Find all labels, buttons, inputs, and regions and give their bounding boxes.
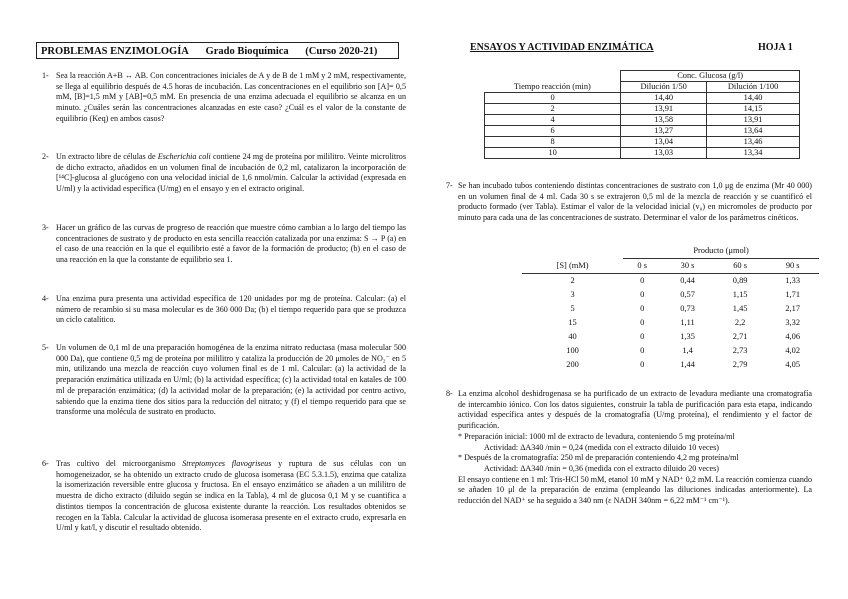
table-col-header: 30 s	[661, 259, 714, 274]
table-row: 100 0 1,4 2,73 4,02	[566, 346, 801, 355]
problem-3	[42, 223, 406, 266]
table-row: 6 13,27 13,64	[485, 126, 800, 137]
problem-text: Tras cultivo del microorganismo Streptomyces flavogriseus y ruptura de sus células con un homogeneizador, se ha obtenido un extracto crudo de glucosa isomerasa (EC 5.3.1.5), enzima que cataliza la isomerización reversible entre glucosa y fructosa. En el ensayo enzimático se añaden a un mililitro de muestra de dicho extracto (diluido según se indica en la Tabla), 4 ml de glucosa 0,1 M y se cuantifica a distintos tiempos la concentración de glucosa existente durante la reacción. Los resultados obtenidos se recogen en la Tabla. Calcular la actividad de glucosa isomerasa presente en el extracto crudo, expresarla en U/ml y kat/l, y discutir el resultado obtenido.	[56, 459, 406, 533]
table-col-header: Dilución 1/50	[621, 82, 707, 93]
sheet-number: HOJA 1	[758, 42, 793, 53]
problem-text: La enzima alcohol deshidrogenasa se ha purificado de un extracto de levadura mediante una cromatografía de intercambio iónico. Con los datos siguientes, construir la tabla de purificación para esta etapa, indicando actividad específica antes y después de la cromatografía (U/mg proteína), el rendimiento y el factor de purificación.	[458, 389, 812, 431]
table-col-header: Dilución 1/100	[707, 82, 800, 93]
problem-text: Una enzima pura presenta una actividad específica de 120 unidades por mg de proteína. Calcular: (a) el número de recambio si su masa molecular es de 360 000 Da; (b) el tiempo requerido para que se produzca un ciclo catalítico.	[56, 294, 406, 325]
glucose-table	[484, 70, 800, 159]
table-row: 5 0 0,73 1,45 2,17	[570, 304, 801, 313]
problem-4	[42, 294, 406, 326]
problem-text: Se han incubado tubos conteniendo distintas concentraciones de sustrato con 1,0 μg de enzima (Mr 40 000) en un volumen final de 4 ml. Cada 30 s se extrajeron 0,5 ml de la mezcla de reacción y se cuantificó el producto formado (ver Tabla). Estimar el valor de la velocidad inicial (v₀) en micromoles de producto por minuto para cada una de las concentraciones de sustrato. Determinar el valor de los parámetros cinéticos.	[458, 181, 812, 223]
species-name: Escherichia coli	[157, 152, 211, 161]
problem-6	[42, 459, 406, 534]
course-label: (Curso 2020-21)	[305, 46, 378, 57]
product-table	[522, 244, 819, 372]
table-col-header: 60 s	[714, 259, 767, 274]
data-line: * Preparación inicial: 1000 ml de extracto de levadura, conteniendo 5 mg proteína/ml	[458, 431, 735, 441]
table-row: 2 13,91 14,15	[485, 104, 800, 115]
problem-2	[42, 152, 406, 195]
problem-number: 8-	[446, 389, 453, 398]
table-row: 4 13,58 13,91	[485, 115, 800, 126]
section-title: ENSAYOS Y ACTIVIDAD ENZIMÁTICA	[470, 42, 654, 53]
header-box	[36, 42, 399, 59]
assay-text: El ensayo contiene en 1 ml: Tris-HCl 50 mM, etanol 10 mM y NAD⁺ 0,2 mM. La reacción comienza cuando se añaden 10 μl de la preparación de enzima (empleando las diluciones indicadas anteriormente). La reducción del NAD⁺ se ha seguido a 340 nm (ε NADH 340nm = 6,22 mM⁻¹ cm⁻¹).	[458, 474, 812, 506]
sheet-title: PROBLEMAS ENZIMOLOGÍA	[41, 46, 189, 57]
table-row: 10 13,03 13,34	[485, 148, 800, 159]
problem-5	[42, 343, 406, 418]
problem-number: 7-	[446, 181, 453, 190]
table-row: 2 0 0,44 0,89 1,33	[570, 276, 801, 285]
table-row: 8 13,04 13,46	[485, 137, 800, 148]
problem-number: 3-	[42, 223, 49, 232]
data-line: Actividad: ΔA340 /min = 0,36 (medida con el extracto diluido 20 veces)	[484, 463, 719, 473]
problem-8	[446, 389, 812, 507]
problem-7	[446, 181, 812, 224]
data-line: Actividad: ΔA340 /min = 0,24 (medida con el extracto diluido 10 veces)	[484, 442, 719, 452]
problem-number: 2-	[42, 152, 49, 161]
problem-number: 6-	[42, 459, 49, 468]
table-row: 40 0 1,35 2,71 4,06	[568, 332, 801, 341]
species-name: Streptomyces flavogriseus	[182, 459, 272, 468]
problem-text: Sea la reacción A+B ↔ AB. Con concentraciones iniciales de A y de B de 1 mM y 2 mM, respectivamente, se llega al equilibrio después de 4.5 horas de incubación. Las concentraciones en el equilibrio son [A]= 0,5 mM, [B]=1,5 mM y [AB]=0,5 mM. En presencia de una enzima adecuada el equilibrio se alcanza en un minuto. ¿Cuáles serán las concentraciones alcanzadas en este caso? ¿Cuál es el valor de la constante de equilibrio (Keq) en ambos casos?	[56, 71, 406, 123]
table-row: 3 0 0,57 1,15 1,71	[570, 290, 801, 299]
problem-number: 4-	[42, 294, 49, 303]
table-group-header: Conc. Glucosa (g/l)	[621, 71, 800, 82]
table-col-header: [S] (mM)	[522, 259, 623, 274]
problem-text: Un volumen de 0,1 ml de una preparación homogénea de la enzima nitrato reductasa (masa molecular 500 000 Da), que contiene 0,5 mg de proteína por mililitro y cataliza la producción de 20 μmoles de NO₂⁻ en 5 min, utilizando una mezcla de reacción cuyo volumen final es de 1 ml. Calcular: (a) la actividad de la preparación enzimática utilizada en U/ml; (b) la actividad específica; (c) la actividad total en katales de 100 ml de preparación enzimática; (d) la actividad molar de la preparación; (e) la actividad por centro activo, sabiendo que la enzima tiene dos sitios para la reducción del nitrato; y (f) el tiempo requerido para que se transforme una molécula de sustrato en producto.	[56, 343, 406, 417]
table-group-header: Producto (μmol)	[623, 244, 819, 259]
table-row: 0 14,40 14,40	[485, 93, 800, 104]
table-corner-header: Tiempo reacción (min)	[485, 71, 621, 93]
table-col-header: 90 s	[766, 259, 819, 274]
problem-number: 1-	[42, 71, 49, 80]
problem-text: Hacer un gráfico de las curvas de progreso de reacción que muestre cómo cambian a lo largo del tiempo las concentraciones de sustrato y de producto en esta sencilla reacción catalizada por una enzima: S → P (a) en el caso de una reacción en la que el equilibrio esté a favor de la formación de producto; (b) en el caso de una reacción en la que la constante de equilibrio sea 1.	[56, 223, 406, 265]
problem-number: 5-	[42, 343, 49, 352]
table-row: 15 0 1,11 2,2 3,32	[568, 318, 801, 327]
degree-label: Grado Bioquímica	[205, 46, 289, 57]
table-col-header: 0 s	[623, 259, 661, 274]
problem-text: Un extracto libre de células de Escherichia coli contiene 24 mg de proteína por mililitro. Veinte microlitros de dicho extracto, añadidos en un volumen final de incubación de 0,2 ml, catalizaron la incorporación de [¹⁴C]-glucosa al glucógeno con una velocidad inicial de 1,6 nmol/min. Calcular la actividad (expresada en U/ml) y la actividad específica (U/mg) en el ensayo y en el extracto original.	[56, 152, 406, 194]
data-line: * Después de la cromatografía: 250 ml de preparación conteniendo 4,2 mg proteína/ml	[458, 453, 739, 463]
table-row: 200 0 1,44 2,79 4,05	[566, 360, 801, 369]
problem-1	[42, 71, 406, 125]
